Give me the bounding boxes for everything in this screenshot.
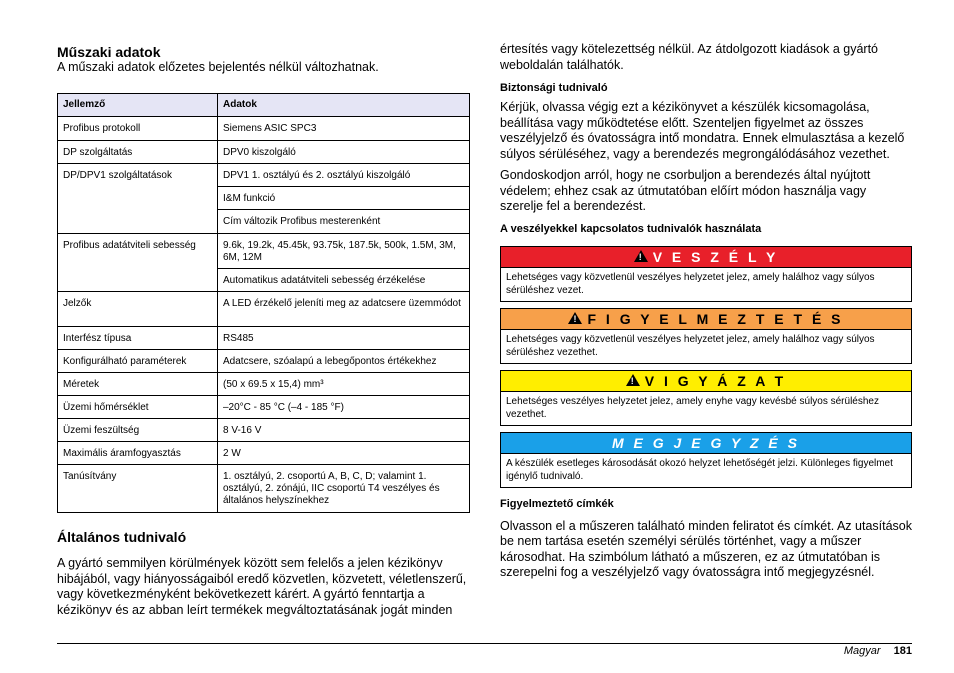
table-cell: 8 V-16 V xyxy=(218,419,470,442)
tech-intro: A műszaki adatok előzetes bejelentés nélkül változhatnak. xyxy=(57,60,379,74)
table-cell: Maximális áramfogyasztás xyxy=(58,442,218,465)
table-cell: Üzemi feszültség xyxy=(58,419,218,442)
warning-header xyxy=(501,309,911,330)
warning-triangle-icon xyxy=(634,250,648,262)
table-cell: 1. osztályú, 2. csoportú A, B, C, D; valamint 1. osztályú, 2. zónájú, IIC csoportú T4 veszélyes és általános helyszínekhez xyxy=(218,465,470,513)
table-row xyxy=(58,396,470,419)
table-cell: Tanúsítvány xyxy=(58,465,218,513)
warning-box xyxy=(500,308,912,364)
table-row xyxy=(58,419,470,442)
safety-paragraph-2: Gondoskodjon arról, hogy ne csorbuljon a berendezés által nyújtott védelem; ehhez csak az útmutatóban előírt módon használja vagy szerelje fel a berendezést. xyxy=(500,168,871,213)
tech-title: Műszaki adatok xyxy=(57,44,161,60)
safety-paragraph-1: Kérjük, olvassa végig ezt a kézikönyvet a készülék kicsomagolása, beállítása vagy működtetése előtt. Szenteljen figyelmet az összes veszélyjelző és óvatosságra intő mondatra. Ennek elmulasztása a kezelő súlyos sérüléséhez, vagy a berendezés megrongálódásához vezethet. xyxy=(500,100,905,161)
caution-label: V I G Y Á Z A T xyxy=(644,372,787,389)
table-cell: Adatcsere, szóalapú a lebegőpontos értékekhez xyxy=(218,350,470,373)
table-cell: DP/DPV1 szolgáltatások xyxy=(58,164,218,234)
general-title: Általános tudnivaló xyxy=(57,529,187,545)
footer-language: Magyar xyxy=(843,645,881,657)
table-header-row xyxy=(58,94,470,117)
table-cell: –20°C - 85 °C (–4 - 185 °F) xyxy=(218,396,470,419)
warning-text: Lehetséges vagy közvetlenül veszélyes helyzetet jelez, amely halálhoz vagy súlyos sérüléshez vezethet. xyxy=(506,333,875,358)
left-column xyxy=(57,44,470,617)
table-row xyxy=(58,350,470,373)
footer-divider xyxy=(57,643,912,644)
danger-label: V E S Z É L Y xyxy=(652,248,779,265)
table-cell: DP szolgáltatás xyxy=(58,141,218,164)
table-cell: Méretek xyxy=(58,373,218,396)
spec-table xyxy=(57,93,470,513)
table-cell: A LED érzékelő jeleníti meg az adatcsere üzemmódot xyxy=(218,292,470,327)
warning-triangle-icon xyxy=(568,312,582,324)
warning-triangle-icon xyxy=(626,374,640,386)
safety-title: Biztonsági tudnivaló xyxy=(500,82,608,94)
table-cell: Konfigurálható paraméterek xyxy=(58,350,218,373)
table-cell: DPV0 kiszolgáló xyxy=(218,141,470,164)
table-header: Adatok xyxy=(218,94,470,117)
danger-header xyxy=(501,247,911,268)
notice-label: M E G J E G Y Z É S xyxy=(612,434,800,451)
right-column xyxy=(500,42,912,581)
table-row xyxy=(58,327,470,350)
table-cell: Profibus adatátviteli sebesség xyxy=(58,234,218,292)
general-text: A gyártó semmilyen körülmények között sem felelős a jelen kézikönyv hibájából, vagy hiányosságaiból eredő közvetlen, közvetett, véletlenszerű, vagy következményként bekövetkezett kárért. A gyártó fenntartja a kézikönyv és az abban leírt termékek megváltoztatásának jogát minden xyxy=(57,556,467,617)
notice-text: A készülék esetleges károsodását okozó helyzet lehetőségét jelzi. Különleges figyelmet igénylő tudnivaló. xyxy=(506,457,893,482)
table-cell: Cím változik Profibus mesterenként xyxy=(218,210,470,234)
warning-label: F I G Y E L M E Z T E T É S xyxy=(587,310,844,327)
notice-header xyxy=(501,433,911,454)
danger-text: Lehetséges vagy közvetlenül veszélyes helyzetet jelez, amely halálhoz vagy súlyos sérüléshez vezet. xyxy=(506,271,875,296)
table-row xyxy=(58,465,470,513)
table-cell: (50 x 69.5 x 15,4) mm³ xyxy=(218,373,470,396)
table-row xyxy=(58,373,470,396)
caution-box xyxy=(500,370,912,426)
table-row xyxy=(58,164,470,187)
footer xyxy=(844,645,912,657)
table-cell: Üzemi hőmérséklet xyxy=(58,396,218,419)
hazard-info-title: A veszélyekkel kapcsolatos tudnivalók használata xyxy=(500,222,762,235)
table-cell: Automatikus adatátviteli sebesség érzékelése xyxy=(218,269,470,292)
notice-box xyxy=(500,432,912,488)
table-row xyxy=(58,117,470,141)
table-cell: I&M funkció xyxy=(218,187,470,210)
table-cell: Profibus protokoll xyxy=(58,117,218,141)
labels-title: Figyelmeztető címkék xyxy=(500,497,614,510)
table-cell: 2 W xyxy=(218,442,470,465)
table-cell: DPV1 1. osztályú és 2. osztályú kiszolgáló xyxy=(218,164,470,187)
page-number: 181 xyxy=(893,645,912,657)
table-cell: 9.6k, 19.2k, 45.45k, 93.75k, 187.5k, 500k, 1.5M, 3M, 6M, 12M xyxy=(218,234,470,269)
table-cell: Interfész típusa xyxy=(58,327,218,350)
table-row xyxy=(58,234,470,269)
table-row xyxy=(58,292,470,327)
caution-header xyxy=(501,371,911,392)
table-row xyxy=(58,442,470,465)
labels-text: Olvasson el a műszeren található minden feliratot és címkét. Az utasítások be nem tartása esetén személyi sérülés történhet, vagy a műszer károsodhat. Ha szimbólum látható a műszeren, ez az útmutatóban is szerepelni fog a veszélyjelző vagy óvatosságra intő megjegyzésnél. xyxy=(500,518,913,579)
table-cell: Siemens ASIC SPC3 xyxy=(218,117,470,141)
table-cell: Jelzők xyxy=(58,292,218,327)
caution-text: Lehetséges veszélyes helyzetet jelez, amely enyhe vagy kevésbé súlyos sérüléshez vezethet. xyxy=(506,395,879,420)
table-row xyxy=(58,141,470,164)
continued-text: értesítés vagy kötelezettség nélkül. Az átdolgozott kiadások a gyártó weboldalán találhatók. xyxy=(500,42,878,72)
danger-box xyxy=(500,246,912,302)
table-cell: RS485 xyxy=(218,327,470,350)
table-header: Jellemző xyxy=(58,94,218,117)
